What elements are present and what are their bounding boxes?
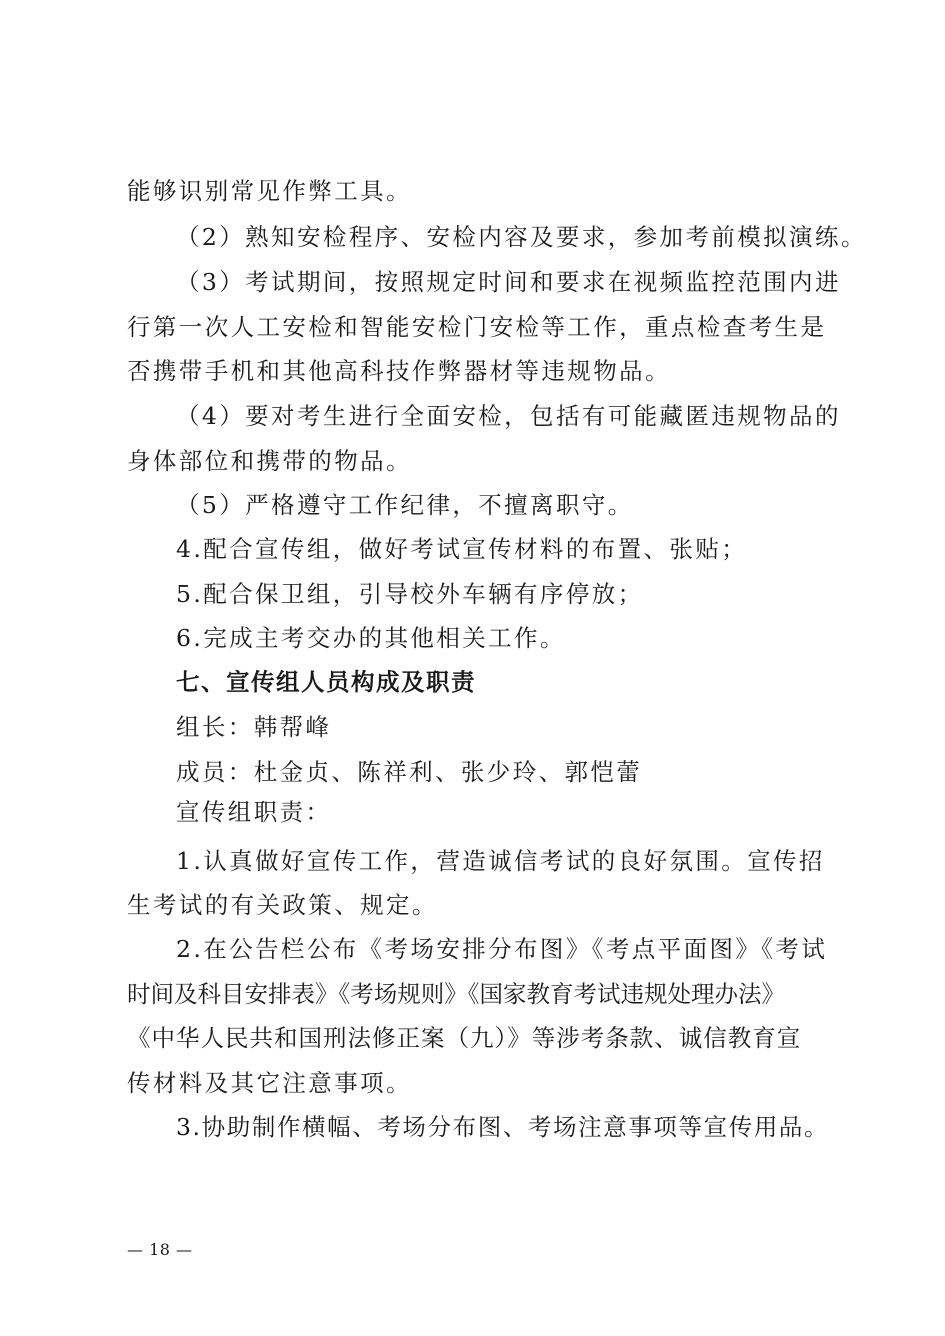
paragraph-line: 生考试的有关政策、规定。	[127, 891, 438, 919]
duties-label: 宣传组职责：	[176, 798, 332, 826]
section-heading: 七、宣传组人员构成及职责	[176, 668, 476, 696]
paragraph-line: 4.配合宣传组，做好考试宣传材料的布置、张贴；	[176, 535, 748, 563]
paragraph-line: 传材料及其它注意事项。	[127, 1069, 412, 1097]
paragraph-line: 时间及科目安排表》《考场规则》《国家教育考试违规处理办法》	[127, 980, 785, 1008]
paragraph-line: （5）严格遵守工作纪律，不擅离职守。	[176, 491, 634, 519]
paragraph-line: 3.协助制作横幅、考场分布图、考场注意事项等宣传用品。	[176, 1113, 830, 1141]
paragraph-line: 否携带手机和其他高科技作弊器材等违规物品。	[127, 357, 671, 385]
paragraph-line: 1.认真做好宣传工作，营造诚信考试的良好氛围。宣传招	[176, 847, 825, 875]
paragraph-line: 2.在公告栏公布《考场安排分布图》《考点平面图》《考试	[176, 935, 828, 963]
paragraph-line: （2）熟知安检程序、安检内容及要求，参加考前模拟演练。	[176, 223, 867, 251]
paragraph-line: 行第一次人工安检和智能安检门安检等工作，重点检查考生是	[127, 313, 827, 341]
paragraph-line: 6.完成主考交办的其他相关工作。	[176, 624, 566, 652]
paragraph-line: （3）考试期间，按照规定时间和要求在视频监控范围内进	[176, 268, 841, 296]
paragraph-line: 5.配合保卫组，引导校外车辆有序停放；	[176, 580, 644, 608]
paragraph-line: 能够识别常见作弊工具。	[127, 177, 412, 205]
page-number: — 18 —	[127, 1240, 193, 1259]
leader-line: 组长：韩帮峰	[176, 713, 332, 741]
members-line: 成员：杜金贞、陈祥利、张少玲、郭恺蕾	[176, 758, 643, 786]
paragraph-line: （4）要对考生进行全面安检，包括有可能藏匿违规物品的	[176, 402, 841, 430]
paragraph-line: 身体部位和携带的物品。	[127, 447, 412, 475]
paragraph-line: 《中华人民共和国刑法修正案（九）》等涉考条款、诚信教育宣	[127, 1024, 802, 1052]
